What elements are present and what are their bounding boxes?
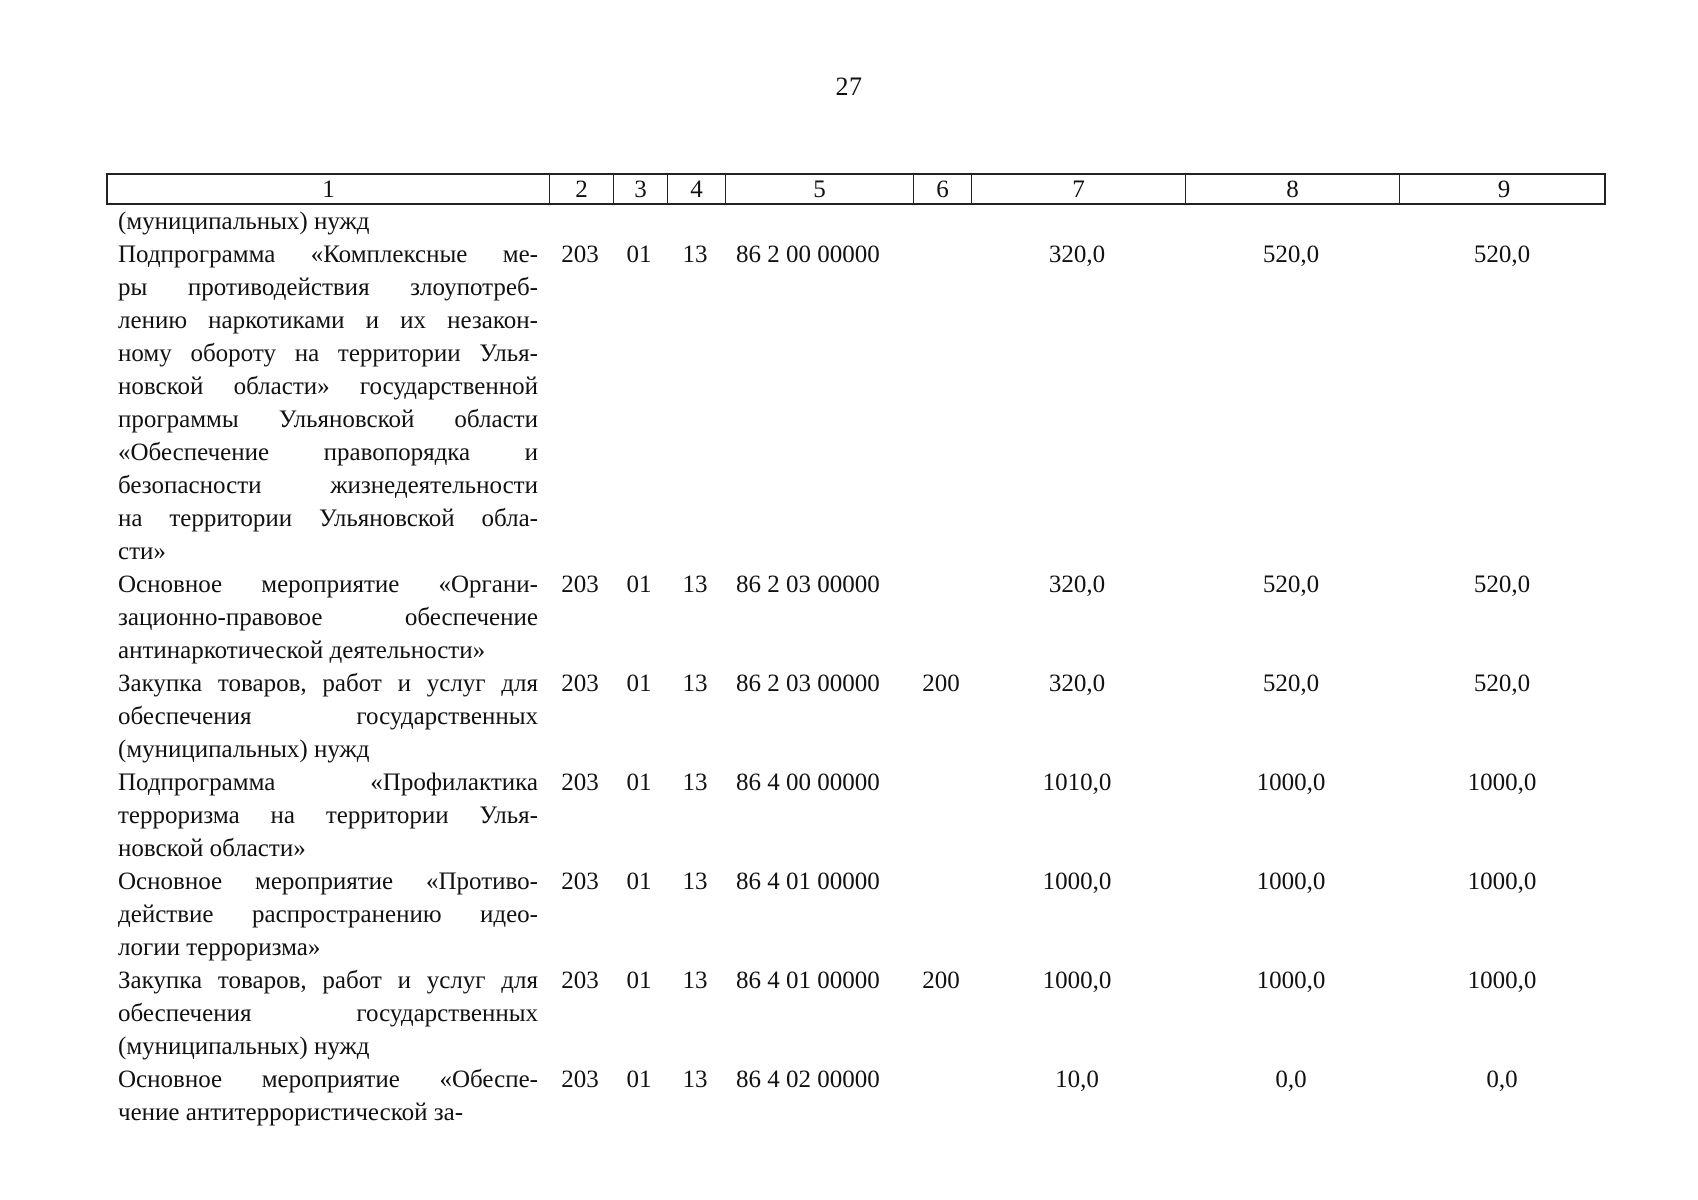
description-line: лению наркотиками и их незакон- — [118, 307, 538, 334]
cell-col-5: 86 2 03 00000 — [736, 670, 880, 697]
cell-col-4: 13 — [682, 571, 708, 598]
cell-col-2: 203 — [561, 967, 599, 994]
row-description — [106, 205, 548, 238]
cell-col-3: 01 — [626, 241, 652, 268]
cell-col-2: 203 — [561, 670, 599, 697]
cell-col-6: 200 — [922, 967, 960, 994]
cell-col-5 — [724, 205, 912, 238]
row-description — [106, 766, 548, 865]
table-header-row — [106, 173, 1606, 205]
description-line: на территории Ульяновской обла- — [118, 505, 538, 532]
row-description — [106, 667, 548, 766]
cell-col-3: 01 — [626, 670, 652, 697]
description-line: новской области» — [118, 835, 306, 862]
cell-col-9: 520,0 — [1473, 571, 1531, 598]
row-description — [106, 964, 548, 1063]
cell-col-4: 13 — [682, 967, 708, 994]
cell-col-4: 13 — [682, 241, 708, 268]
row-description — [106, 1063, 548, 1129]
cell-col-9: 0,0 — [1486, 1066, 1518, 1093]
table-row — [106, 205, 1606, 238]
cell-col-9: 520,0 — [1473, 670, 1531, 697]
cell-col-2: 203 — [561, 868, 599, 895]
cell-col-3: 01 — [626, 1066, 652, 1093]
cell-col-4: 13 — [682, 670, 708, 697]
description-line: Закупка товаров, работ и услуг для — [118, 670, 538, 697]
cell-col-7: 1000,0 — [1042, 868, 1112, 895]
cell-col-3: 01 — [626, 769, 652, 796]
table-row — [106, 667, 1606, 766]
cell-col-3: 01 — [626, 967, 652, 994]
description-line: логии терроризма» — [118, 934, 321, 961]
description-line: обеспечения государственных — [118, 703, 538, 730]
cell-col-6 — [912, 568, 970, 667]
table-row — [106, 964, 1606, 1063]
description-line: (муниципальных) нужд — [118, 736, 370, 763]
cell-col-8: 1000,0 — [1256, 868, 1326, 895]
row-description — [106, 568, 548, 667]
cell-col-7 — [970, 205, 1184, 238]
cell-col-5: 86 4 01 00000 — [736, 967, 880, 994]
cell-col-7: 320,0 — [1048, 670, 1106, 697]
cell-col-9: 520,0 — [1473, 241, 1531, 268]
description-line: Основное мероприятие «Органи- — [118, 571, 538, 598]
description-line: Закупка товаров, работ и услуг для — [118, 967, 538, 994]
header-cell-4: 4 — [668, 175, 726, 205]
description-line: (муниципальных) нужд — [118, 208, 370, 235]
row-description — [106, 238, 548, 568]
page-number: 27 — [835, 72, 863, 101]
cell-col-4: 13 — [682, 1066, 708, 1093]
description-line: Основное мероприятие «Обеспе- — [118, 1066, 538, 1093]
description-line: обеспечения государственных — [118, 1000, 538, 1027]
cell-col-6: 200 — [922, 670, 960, 697]
description-line: Основное мероприятие «Противо- — [118, 868, 538, 895]
cell-col-5: 86 4 00 00000 — [736, 769, 880, 796]
header-cell-3: 3 — [614, 175, 668, 205]
cell-col-3 — [612, 205, 666, 238]
description-line: ному обороту на территории Улья- — [118, 340, 538, 367]
cell-col-8: 0,0 — [1275, 1066, 1307, 1093]
table-row — [106, 865, 1606, 964]
description-line: программы Ульяновской области — [118, 406, 538, 433]
cell-col-3: 01 — [626, 868, 652, 895]
budget-table — [106, 173, 1606, 1129]
cell-col-6 — [912, 865, 970, 964]
cell-col-9: 1000,0 — [1467, 967, 1537, 994]
cell-col-6 — [912, 766, 970, 865]
table-row — [106, 766, 1606, 865]
cell-col-3: 01 — [626, 571, 652, 598]
header-cell-7: 7 — [972, 175, 1186, 205]
cell-col-5: 86 2 03 00000 — [736, 571, 880, 598]
cell-col-8: 1000,0 — [1256, 769, 1326, 796]
cell-col-7: 320,0 — [1048, 241, 1106, 268]
cell-col-2: 203 — [561, 241, 599, 268]
cell-col-5: 86 4 02 00000 — [736, 1066, 880, 1093]
cell-col-7: 320,0 — [1048, 571, 1106, 598]
description-line: сти» — [118, 538, 166, 565]
cell-col-8: 520,0 — [1262, 571, 1320, 598]
description-line: «Обеспечение правопорядка и — [118, 439, 538, 466]
cell-col-9: 1000,0 — [1467, 868, 1537, 895]
table-row — [106, 238, 1606, 568]
description-line: действие распространению идео- — [118, 901, 538, 928]
description-line: антинаркотической деятельности» — [118, 637, 486, 664]
cell-col-4 — [666, 205, 724, 238]
cell-col-8: 1000,0 — [1256, 967, 1326, 994]
description-line: безопасности жизнедеятельности — [118, 472, 538, 499]
cell-col-7: 1010,0 — [1042, 769, 1112, 796]
table-row — [106, 568, 1606, 667]
header-cell-8: 8 — [1186, 175, 1400, 205]
cell-col-9: 1000,0 — [1467, 769, 1537, 796]
cell-col-2: 203 — [561, 571, 599, 598]
description-line: Подпрограмма «Комплексные ме- — [118, 241, 538, 268]
table-body — [106, 205, 1606, 1129]
cell-col-2: 203 — [561, 769, 599, 796]
description-line: новской области» государственной — [118, 373, 538, 400]
header-cell-2: 2 — [550, 175, 614, 205]
header-cell-5: 5 — [726, 175, 914, 205]
header-cell-1: 1 — [108, 175, 550, 205]
row-description — [106, 865, 548, 964]
cell-col-6 — [912, 238, 970, 568]
description-line: зационно-правовое обеспечение — [118, 604, 538, 631]
cell-col-6 — [912, 205, 970, 238]
cell-col-8: 520,0 — [1262, 241, 1320, 268]
cell-col-9 — [1398, 205, 1606, 238]
description-line: ры противодействия злоупотреб- — [118, 274, 538, 301]
cell-col-5: 86 4 01 00000 — [736, 868, 880, 895]
cell-col-6 — [912, 1063, 970, 1129]
header-cell-9: 9 — [1497, 176, 1511, 203]
cell-col-5: 86 2 00 00000 — [736, 241, 880, 268]
cell-col-4: 13 — [682, 868, 708, 895]
cell-col-7: 1000,0 — [1042, 967, 1112, 994]
cell-col-7: 10,0 — [1055, 1066, 1099, 1093]
description-line: (муниципальных) нужд — [118, 1033, 370, 1060]
description-line: Подпрограмма «Профилактика — [118, 769, 538, 796]
cell-col-2 — [548, 205, 612, 238]
cell-col-8 — [1184, 205, 1398, 238]
header-cell-6: 6 — [914, 175, 972, 205]
description-line: чение антитеррористической за- — [118, 1099, 464, 1126]
cell-col-8: 520,0 — [1262, 670, 1320, 697]
cell-col-2: 203 — [561, 1066, 599, 1093]
table-row — [106, 1063, 1606, 1129]
description-line: терроризма на территории Улья- — [118, 802, 538, 829]
cell-col-4: 13 — [682, 769, 708, 796]
